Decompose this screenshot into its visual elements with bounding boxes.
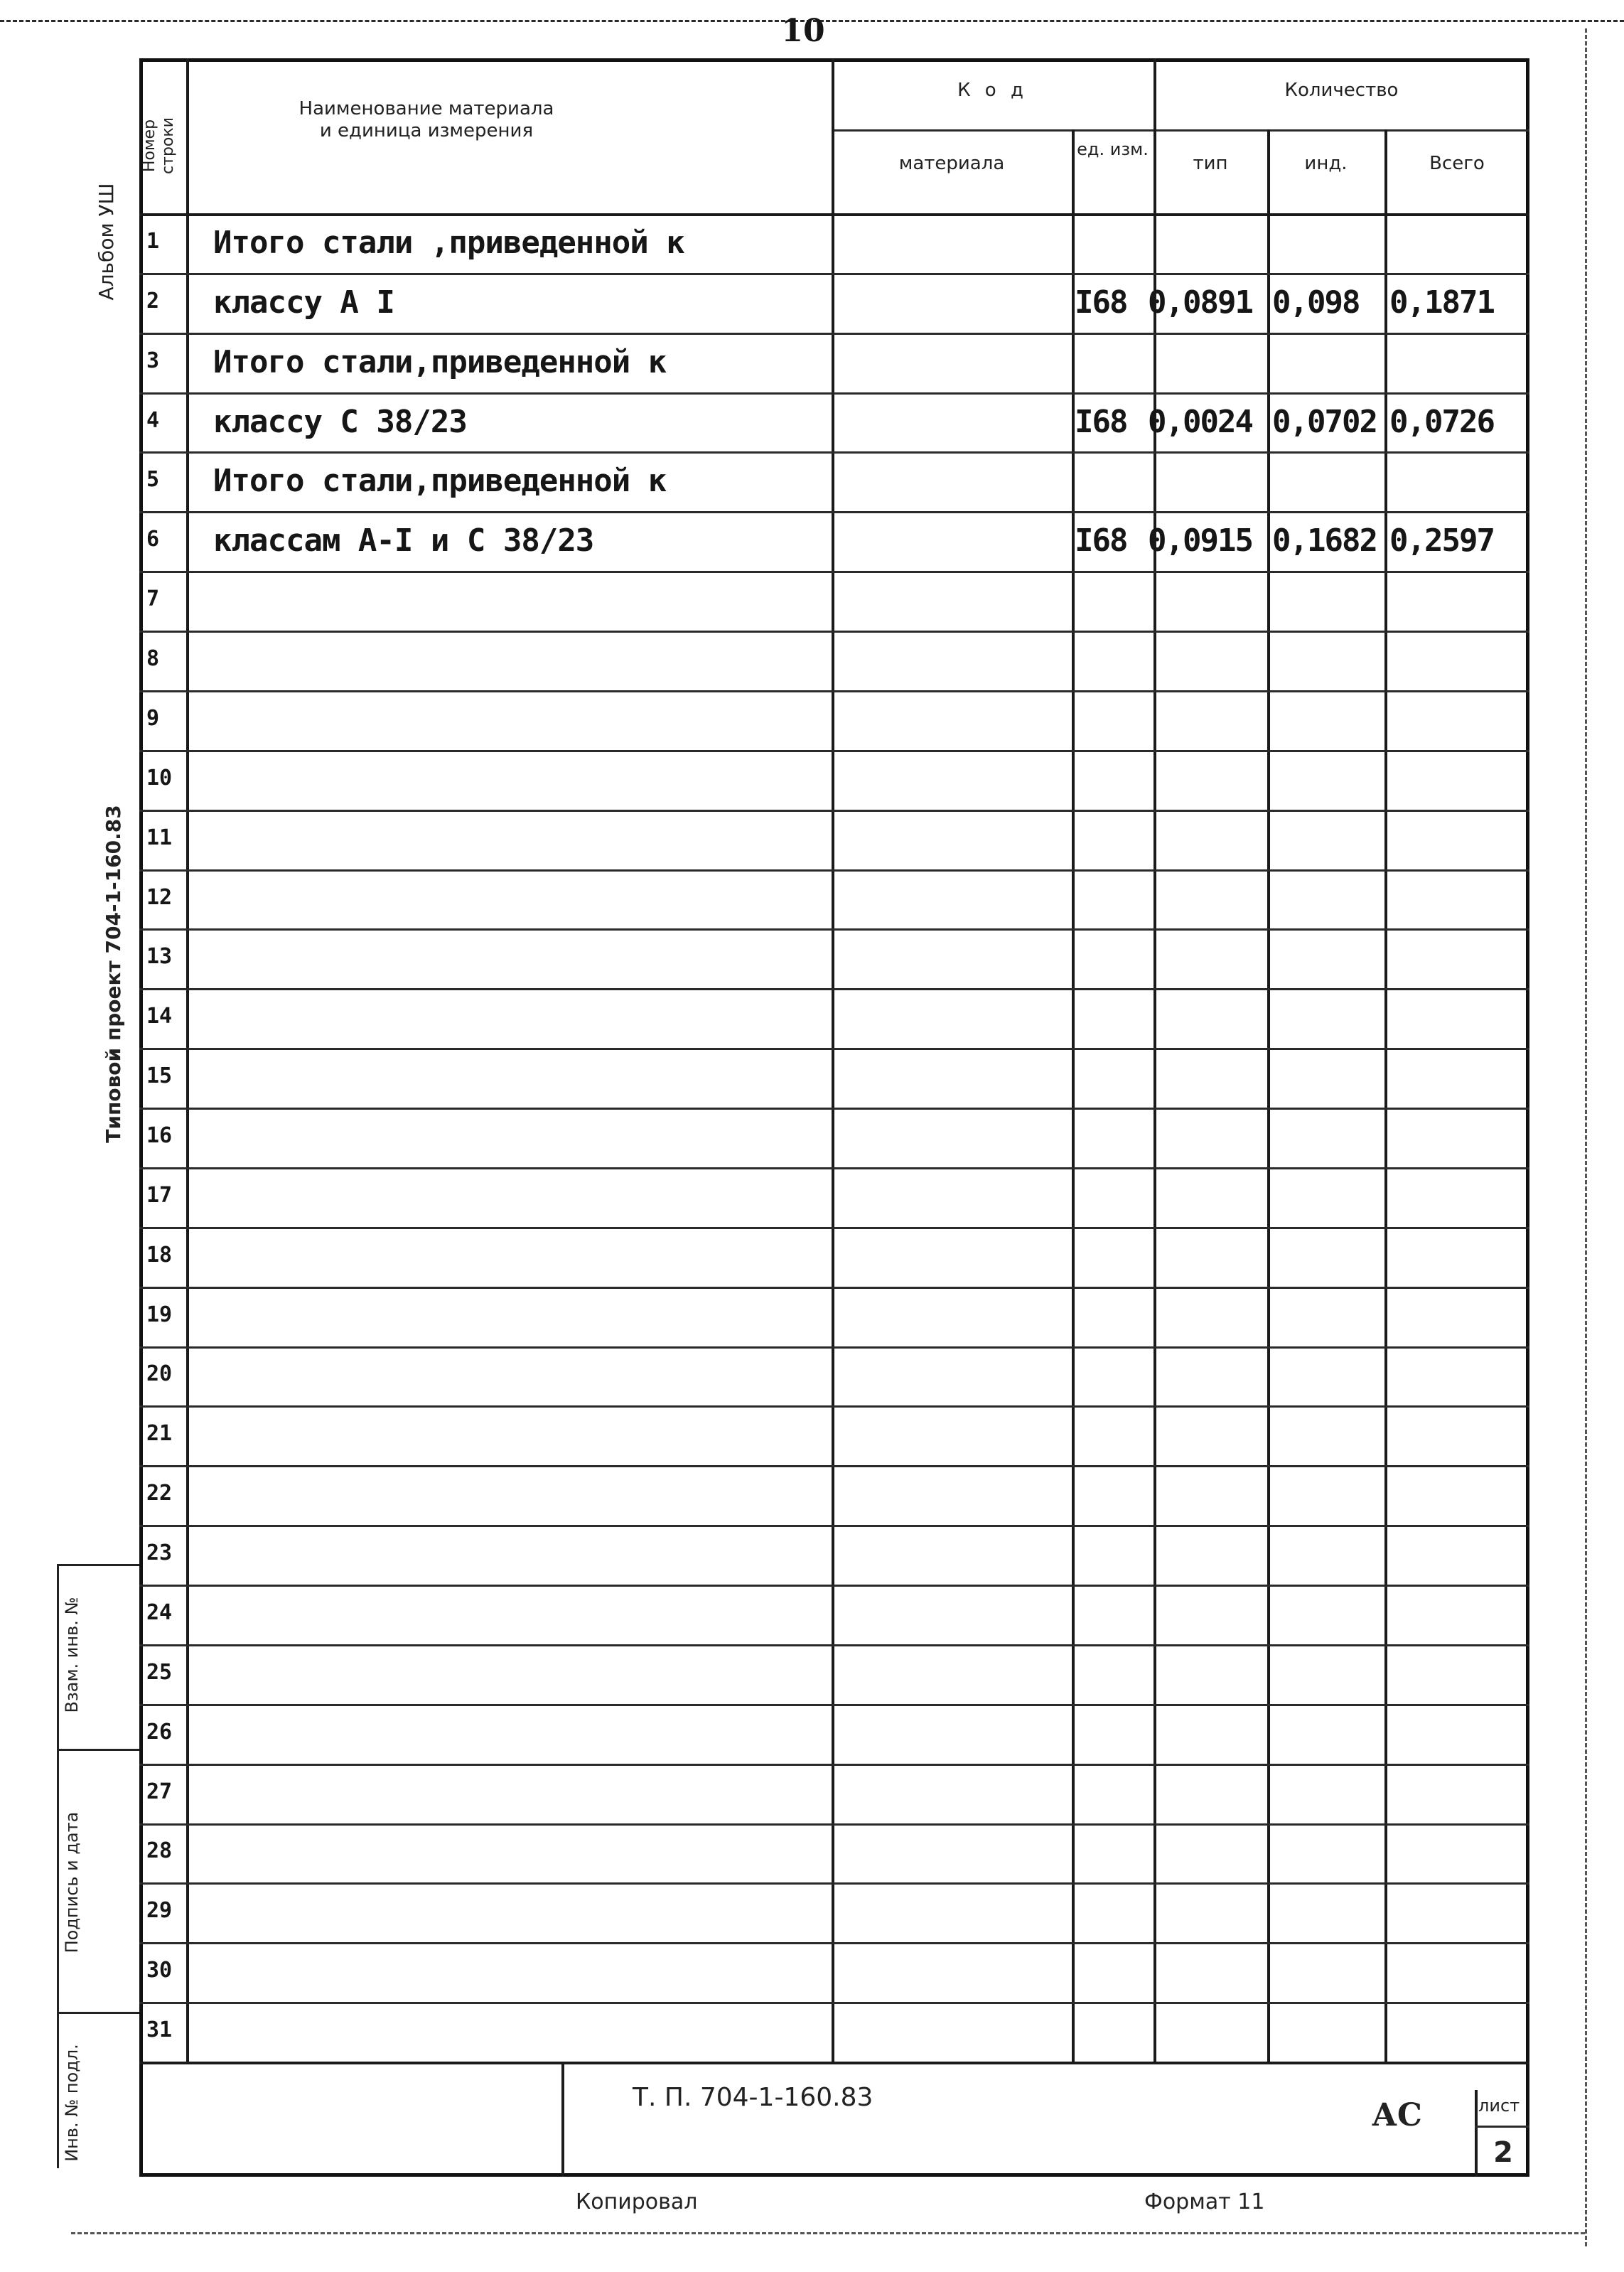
row-number: 18 (146, 1243, 173, 1268)
row-divider (139, 273, 1529, 275)
col-line-unit (1154, 58, 1156, 2063)
row-qty-total: 0,2597 (1389, 523, 1494, 559)
col-line-name (832, 58, 834, 2063)
sheet-label: лист (1478, 2096, 1520, 2116)
header-code-material: материала (898, 153, 1005, 174)
row-qty-ind: 0,0702 (1272, 404, 1377, 440)
row-number: 2 (146, 289, 160, 314)
header-code-unit: ед. изм. (1077, 139, 1149, 159)
stamp-text-3: Инв. № подл. (62, 2044, 82, 2162)
row-number: 6 (146, 527, 160, 552)
row-divider (139, 690, 1529, 692)
footer-format: Формат 11 (1144, 2190, 1265, 2214)
title-block-top (139, 2062, 1529, 2064)
row-divider (139, 1405, 1529, 1408)
row-qty-type: 0,0024 (1148, 404, 1252, 440)
row-divider (139, 869, 1529, 872)
row-divider (139, 1644, 1529, 1646)
row-unit: I68 (1075, 284, 1127, 321)
stamp-text-1: Взам. инв. № (62, 1597, 82, 1713)
row-number: 11 (146, 825, 173, 850)
row-divider (139, 1764, 1529, 1766)
stamp-line (57, 2012, 142, 2014)
row-number: 5 (146, 467, 160, 492)
stamp-line (57, 1564, 142, 1566)
row-divider (139, 750, 1529, 752)
row-divider (139, 511, 1529, 513)
sheet-number: 2 (1493, 2136, 1513, 2169)
row-divider (139, 571, 1529, 573)
row-divider (139, 1704, 1529, 1706)
row-number: 16 (146, 1123, 173, 1148)
row-divider (139, 1465, 1529, 1467)
header-name: Наименование материала и единица измерения (299, 98, 554, 142)
row-divider (139, 451, 1529, 454)
row-divider (139, 631, 1529, 633)
stamp-text-2: Подпись и дата (62, 1811, 82, 1954)
row-number: 10 (146, 766, 173, 791)
header-qty-type: тип (1193, 153, 1228, 174)
header-bottom-line (139, 213, 1529, 216)
row-divider (139, 988, 1529, 990)
header-quantity: Количество (1284, 80, 1399, 101)
title-block-sheet-divider (1475, 2090, 1478, 2177)
row-number: 12 (146, 885, 173, 910)
row-number: 24 (146, 1600, 173, 1625)
row-divider (139, 392, 1529, 395)
row-number: 31 (146, 2018, 173, 2042)
row-number: 21 (146, 1421, 173, 1446)
row-name: Итого стали,приведенной к (213, 463, 667, 499)
row-number: 26 (146, 1720, 173, 1745)
title-block-designation: Т. П. 704-1-160.83 (633, 2083, 873, 2112)
album-label: Альбом УШ (95, 183, 118, 301)
title-block-sheet-line (1475, 2126, 1529, 2128)
row-number: 13 (146, 944, 173, 969)
row-number: 17 (146, 1183, 173, 1208)
row-number: 30 (146, 1958, 173, 1983)
row-unit: I68 (1075, 523, 1127, 559)
project-label: Типовой проект 704-1-160.83 (102, 805, 125, 1143)
row-divider (139, 1108, 1529, 1110)
row-number: 4 (146, 408, 160, 433)
title-block-divider (561, 2062, 564, 2177)
row-qty-ind: 0,1682 (1272, 523, 1377, 559)
row-number: 27 (146, 1779, 173, 1804)
row-divider (139, 810, 1529, 812)
row-divider (139, 1167, 1529, 1169)
stamp-line (57, 1564, 59, 2168)
row-divider (139, 1942, 1529, 1944)
header-qty-total: Всего (1429, 153, 1485, 174)
row-number: 8 (146, 646, 160, 671)
row-number: 28 (146, 1838, 173, 1863)
row-name: классу С 38/23 (213, 404, 467, 440)
row-number: 29 (146, 1898, 173, 1923)
header-row-no: Номер строки (141, 117, 177, 174)
stamp-line (57, 1749, 142, 1751)
row-name: классу А I (213, 284, 394, 321)
page-number: 10 (781, 13, 825, 49)
row-divider (139, 1585, 1529, 1587)
footer-copied: Копировал (576, 2190, 698, 2214)
row-qty-total: 0,1871 (1389, 284, 1494, 321)
row-qty-ind: 0,098 (1272, 284, 1360, 321)
row-name: Итого стали ,приведенной к (213, 225, 684, 261)
row-qty-type: 0,0891 (1148, 284, 1252, 321)
title-block-stage: АС (1372, 2097, 1422, 2133)
row-number: 14 (146, 1004, 173, 1029)
row-divider (139, 2002, 1529, 2004)
row-divider (139, 928, 1529, 931)
row-name: классам А-I и С 38/23 (213, 523, 594, 559)
row-number: 19 (146, 1302, 173, 1327)
sheet-edge-right (1585, 28, 1587, 2246)
row-qty-type: 0,0915 (1148, 523, 1252, 559)
row-divider (139, 1048, 1529, 1050)
row-number: 3 (146, 348, 160, 373)
row-divider (139, 333, 1529, 335)
header-code: К о д (957, 80, 1028, 101)
row-number: 1 (146, 229, 160, 254)
row-number: 25 (146, 1660, 173, 1685)
row-divider (139, 1525, 1529, 1527)
row-divider (139, 1823, 1529, 1826)
row-unit: I68 (1075, 404, 1127, 440)
row-number: 7 (146, 586, 160, 611)
row-number: 23 (146, 1540, 173, 1565)
row-qty-total: 0,0726 (1389, 404, 1494, 440)
row-number: 15 (146, 1063, 173, 1088)
row-number: 22 (146, 1481, 173, 1506)
header-qty-ind: инд. (1304, 153, 1348, 174)
sheet-edge-bottom (71, 2232, 1585, 2234)
row-name: Итого стали,приведенной к (213, 344, 667, 380)
row-divider (139, 1287, 1529, 1289)
header-mid-line (832, 129, 1529, 132)
row-divider (139, 1346, 1529, 1349)
row-divider (139, 1227, 1529, 1229)
row-divider (139, 1882, 1529, 1885)
row-number: 9 (146, 706, 160, 731)
row-number: 20 (146, 1361, 173, 1386)
